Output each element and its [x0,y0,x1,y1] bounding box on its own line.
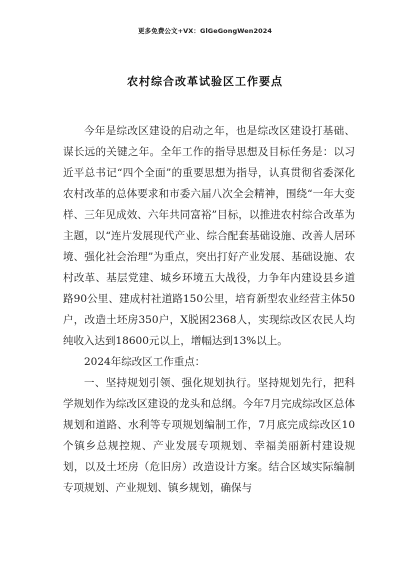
document-title: 农村综合改革试验区工作要点 [127,75,283,88]
body-paragraph-section-1: 一、坚持规划引领、强化规划执行。坚持规划先行，把科学规划作为综改区建设的龙头和总纲。今年7月完成综改区总体规划和道路、水利等专项规划编制工作，7月底完成综改区10个镇乡总规控规、产业发展专项规划、幸福美丽新村建设规划，以及土坯房（危旧房）改造设计方案。结合区域实际编制专项规划、产业规划、镇乡规划，确保与 [63,377,355,494]
body-paragraph-intro: 今年是综改区建设的启动之年，也是综改区建设打基础、谋长远的关键之年。全年工作的指导思想及目标任务是：以习近平总书记“四个全面”的重要思想为指导，认真贯彻省委深化农村改革的总体要求和市委六届八次全会精神，围绕“一年大变样、三年见成效、六年共同富裕”目标，以推进农村综合改革为主题，以“连片发展现代产业、综合配套基础设施、改善人居环境、强化社会治理”为重点，突出打好产业发展、基础设施、农村改革、基层党建、城乡环境五大战役，力争年内建设县乡道路90公里、建成村社道路150公里，培育新型农业经营主体50户，改造土坯房350户，X脱困2368人，实现综改区农民人均纯收入达到18600元以上，增幅达到13%以上。 [63,125,355,347]
header-note: 更多免费公文+VX：GlGeGongWen2024 [138,27,272,35]
document-body [63,121,355,499]
section-heading: 2024年综改区工作重点： [84,356,206,368]
